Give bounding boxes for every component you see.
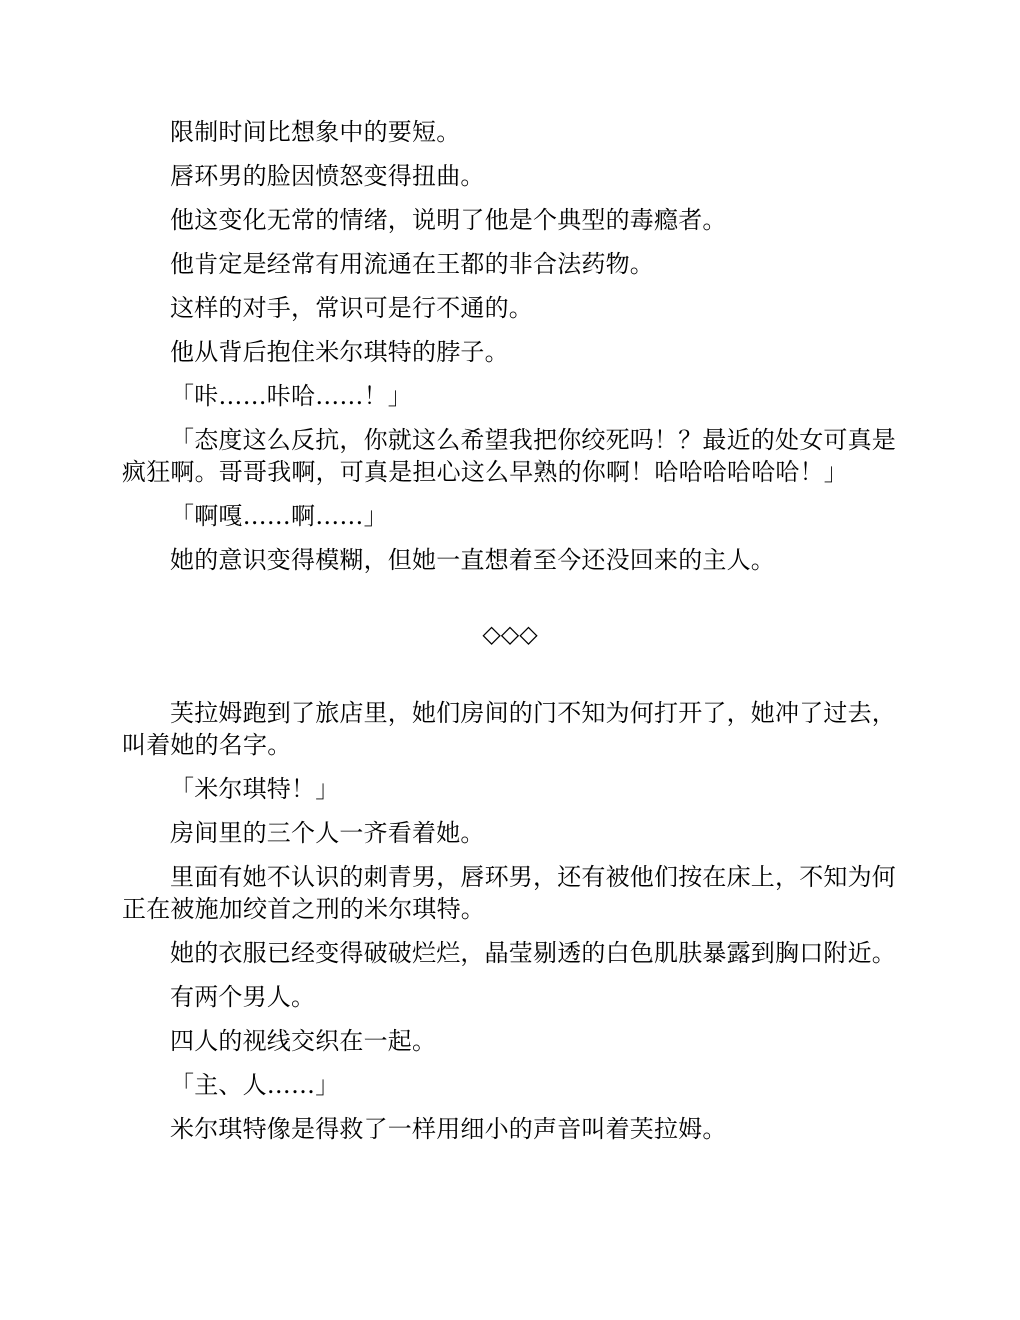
paragraph: 限制时间比想象中的要短。 [170,118,461,146]
paragraph: 米尔琪特像是得救了一样用细小的声音叫着芙拉姆。 [170,1115,727,1143]
section-separator: ◇◇◇ [482,620,538,648]
paragraph: 房间里的三个人一齐看着她。 [170,819,485,847]
section-1-text [122,116,902,588]
paragraph: 他肯定是经常有用流通在王都的非合法药物。 [170,250,654,278]
dialogue-line: 「咔……咔哈……！」 [170,382,412,410]
paragraph: 四人的视线交织在一起。 [170,1027,437,1055]
dialogue-line: 「啊嘎……啊……」 [170,502,388,530]
paragraph: 芙拉姆跑到了旅店里，她们房间的门不知为何打开了，她冲了过去，叫着她的名字。 [122,699,896,759]
paragraph: 这样的对手，常识可是行不通的。 [170,294,533,322]
paragraph: 他从背后抱住米尔琪特的脖子。 [170,338,509,366]
dialogue-line: 「米尔琪特！」 [170,775,340,803]
paragraph: 有两个男人。 [170,983,316,1011]
paragraph: 里面有她不认识的刺青男，唇环男，还有被他们按在床上，不知为何正在被施加绞首之刑的米尔琪特。 [122,863,896,923]
paragraph: 他这变化无常的情绪，说明了他是个典型的毒瘾者。 [170,206,727,234]
paragraph: 她的意识变得模糊，但她一直想着至今还没回来的主人。 [170,546,775,574]
section-2-text [122,697,902,1157]
dialogue-line: 「主、人……」 [170,1071,340,1099]
paragraph: 唇环男的脸因愤怒变得扭曲。 [170,162,485,190]
dialogue-line: 「态度这么反抗，你就这么希望我把你绞死吗！？最近的处女可真是疯狂啊。哥哥我啊，可真是担心这么早熟的你啊！哈哈哈哈哈哈！」 [122,426,896,486]
paragraph: 她的衣服已经变得破破烂烂，晶莹剔透的白色肌肤暴露到胸口附近。 [170,939,896,967]
